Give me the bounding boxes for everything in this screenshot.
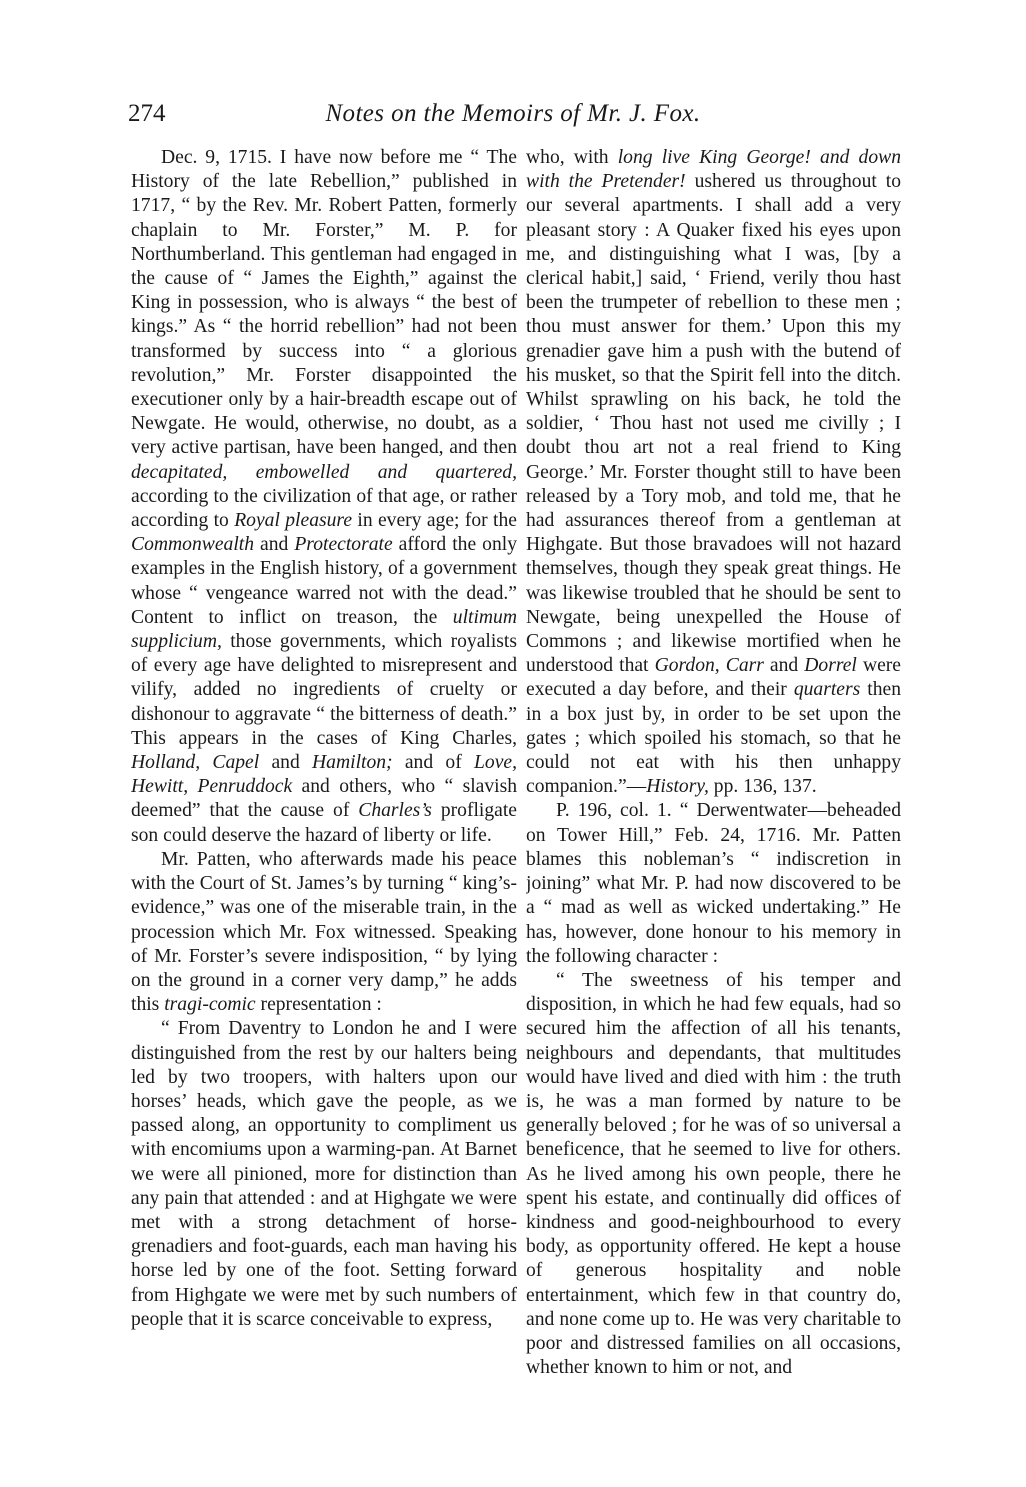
italic-phrase: Gordon, Carr [654,655,764,677]
italic-phrase: Royal pleasure [234,510,353,532]
running-title: Notes on the Memoirs of Mr. J. Fox. [325,100,701,127]
left-column [131,146,517,1481]
paragraph: “ From Daventry to London he and I were distinguished from the rest by our halters being led by two troopers, with halters upon our horses’ heads, which gave the people, as we passed along, an opportunity to compliment us with encomiums upon a warming-pan. At Barnet we were all pinioned, more for distinction than any pain that attended : and at Highgate we were met with a strong detachment of horse-grenadiers and foot-guards, each man having his horse led by one of the foot. Setting forward from Highgate we were met by such numbers of people that it is scarce conceivable to express, [131,1018,517,1330]
paragraph: P. 196, col. 1. “ Derwentwater—beheaded on Tower Hill,” Feb. 24, 1716. Mr. Patten blames this nobleman’s “ indiscretion in joining” what Mr. P. had now discovered to be a “ mad as well as wicked undertaking.” He has, however, done honour to his memory in the following character : [526,800,901,967]
italic-phrase: quarters [793,679,861,701]
italic-phrase: History, [646,776,709,798]
italic-phrase: Dorrel [804,655,857,677]
italic-phrase: Charles’s [358,800,432,822]
italic-phrase: decapitated, embowelled and quartered, [131,461,517,483]
italic-phrase: Protectorate [294,534,393,556]
italic-phrase: tragi-comic [164,994,256,1016]
italic-phrase: Love, Hewitt, Penruddock [131,752,517,798]
paragraph: “ The sweetness of his temper and disposition, in which he had few equals, had so secured him the affection of all his tenants, neighbours and dependants, that multitudes would have lived and died with him : the truth is, he was a man formed by nature to be generally beloved ; for he was of so universal a beneficence, that he seemed to live for others. As he lived among his own people, there he spent his estate, and continually did offices of kindness and good-neighbourhood to every body, as opportunity offered. He kept a house of generous hospitality and noble entertainment, which few in that country do, and none come up to. He was very charitable to poor and distressed families on all occasions, whether known to him or not, and [526,969,901,1379]
italic-phrase: long live King George! and down with the Pretender! [526,147,901,193]
paragraph: Mr. Patten, who afterwards made his peace with the Court of St. James’s by turning “ king’s-evidence,” was one of the miserable train, in the procession which Mr. Fox witnessed. Speaking of Mr. Forster’s severe indisposition, “ by lying on the ground in a corner very damp,” he adds this tragi-comic representation : [131,848,517,1016]
page-number: 274 [128,100,166,127]
paragraph: Dec. 9, 1715. I have now before me “ The History of the late Rebellion,” published in 1717, “ by the Rev. Mr. Robert Patten, formerly chaplain to Mr. Forster,” M. P. for Northumberland. This gentleman had engaged in the cause of “ James the Eighth,” against the King in possession, who is always “ the best of kings.” As “ the horrid rebellion” had not been transformed by success into “ a glorious revolution,” Mr. Forster disappointed the executioner only by a hair-breadth escape out of Newgate. He would, otherwise, no doubt, as a very active partisan, have been hanged, and then decapitated, embowelled and quartered, according to the civilization of that age, or rather according to Royal pleasure in every age; for the Commonwealth and Protectorate afford the only examples in the English history, of a government whose “ vengeance warred not with the dead.” Content to inflict on treason, the ultimum supplicium, those governments, which royalists of every age have delighted to misrepresent and vilify, added no ingredients of cruelty or dishonour to aggravate “ the bitterness of death.” This appears in the cases of King Charles, Holland, Capel and Hamilton; and of Love, Hewitt, Penruddock and others, who “ slavish deemed” that the cause of Charles’s profligate son could deserve the hazard of liberty or life. [131,147,517,846]
right-column [526,146,901,1481]
page-header [128,100,898,134]
italic-phrase: Holland, Capel [131,752,260,774]
paragraph: who, with long live King George! and down with the Pretender! ushered us throughout to our several apartments. I shall add a very pleasant story : A Quaker fixed his eyes upon me, and distinguishing what I was, [by a clerical habit,] said, ‘ Friend, verily thou hast been the trumpeter of rebellion to these men ; thou must answer for them.’ Upon this my grenadier gave him a push with the butend of his musket, so that the Spirit fell into the ditch. Whilst sprawling on his back, he told the soldier, ‘ Thou hast not used me civilly ; I doubt thou art not a real friend to King George.’ Mr. Forster thought still to have been released by a Tory mob, and told me, that he had assurances thereof from a gentleman at Highgate. But those bravadoes will not hazard themselves, though they speak great things. He was likewise troubled that he should be sent to Newgate, being unexpelled the House of Commons ; and likewise mortified when he understood that Gordon, Carr and Dorrel were executed a day before, and their quarters then in a box just by, in order to be set upon the gates ; which spoiled his stomach, so that he could not eat with his then unhappy companion.”—History, pp. 136, 137. [526,147,901,798]
italic-phrase: Hamilton; [312,752,393,774]
italic-phrase: Commonwealth [131,534,255,556]
italic-phrase: ultimum supplicium, [131,606,517,653]
